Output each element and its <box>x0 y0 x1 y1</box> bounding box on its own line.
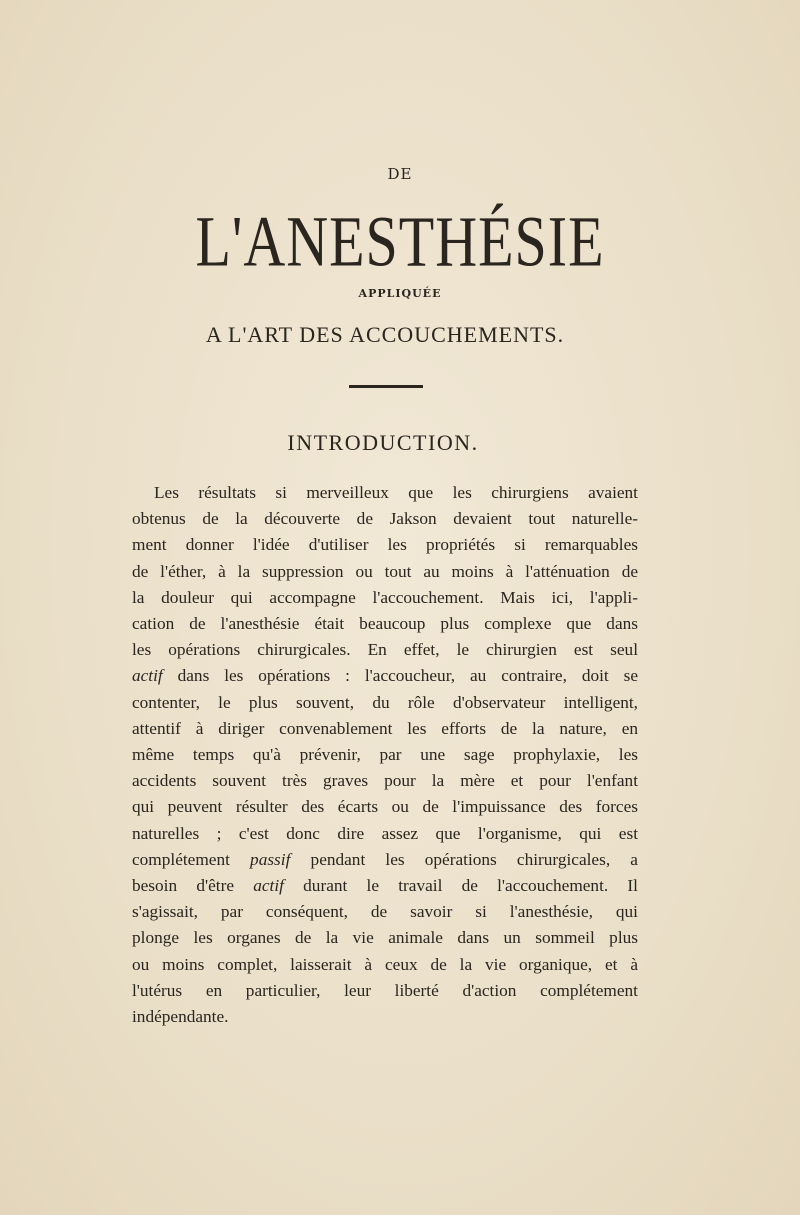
book-title: L'ANESTHÉSIE <box>195 200 605 282</box>
book-subtitle: A L'ART DES ACCOUCHEMENTS. <box>205 322 565 347</box>
section-heading: INTRODUCTION. <box>287 430 479 455</box>
text-line: Les résultats si merveilleux que les chirurgiens avaient <box>154 483 638 502</box>
text-line: obtenus de la découverte de Jakson devaient tout naturelle- <box>132 509 638 529</box>
italic-word: actif <box>253 876 284 896</box>
text-line: accidents souvent très graves pour la mère et pour l'enfant <box>132 771 638 791</box>
text-line: attentif à diriger convenablement les efforts de la nature, en <box>132 718 638 738</box>
text-line: même temps qu'à prévenir, par une sage prophylaxie, les <box>132 745 638 765</box>
text-line: actif dans les opérations : l'accoucheur, au contraire, doit se <box>132 666 638 686</box>
title-connector: APPLIQUÉE <box>358 287 442 300</box>
text-line: contenter, le plus souvent, du rôle d'observateur intelligent, <box>132 692 638 712</box>
text-line: plonge les organes de la vie animale dans un sommeil plus <box>132 928 638 948</box>
text-line: ou moins complet, laisserait à ceux de la vie organique, et à <box>132 954 638 974</box>
text-line: besoin d'être actif durant le travail de l'accouchement. Il <box>132 876 638 896</box>
text-line: la douleur qui accompagne l'accouchement. Mais ici, l'appli- <box>132 587 638 607</box>
title-divider-rule <box>349 385 423 388</box>
text-line: de l'éther, à la suppression ou tout au moins à l'atténuation de <box>132 561 638 581</box>
italic-word: passif <box>250 849 291 869</box>
text-line: l'utérus en particulier, leur liberté d'action complétement <box>132 980 638 1000</box>
text-line: complétement passif pendant les opérations chirurgicales, a <box>132 849 638 869</box>
text-line: les opérations chirurgicales. En effet, le chirurgien est seul <box>132 640 638 660</box>
text-line: naturelles ; c'est donc dire assez que l'organisme, qui est <box>132 823 638 843</box>
title-prefix: DE <box>387 165 413 183</box>
text-line: indépendante. <box>132 1007 229 1027</box>
text-line: s'agissait, par conséquent, de savoir si l'anesthésie, qui <box>132 902 638 922</box>
text-line: qui peuvent résulter des écarts ou de l'impuissance des forces <box>132 797 638 817</box>
introduction-paragraph <box>132 480 638 1030</box>
italic-word: actif <box>132 666 163 686</box>
text-line: cation de l'anesthésie était beaucoup plus complexe que dans <box>132 614 638 634</box>
text-line: ment donner l'idée d'utiliser les propriétés si remarquables <box>132 535 638 555</box>
